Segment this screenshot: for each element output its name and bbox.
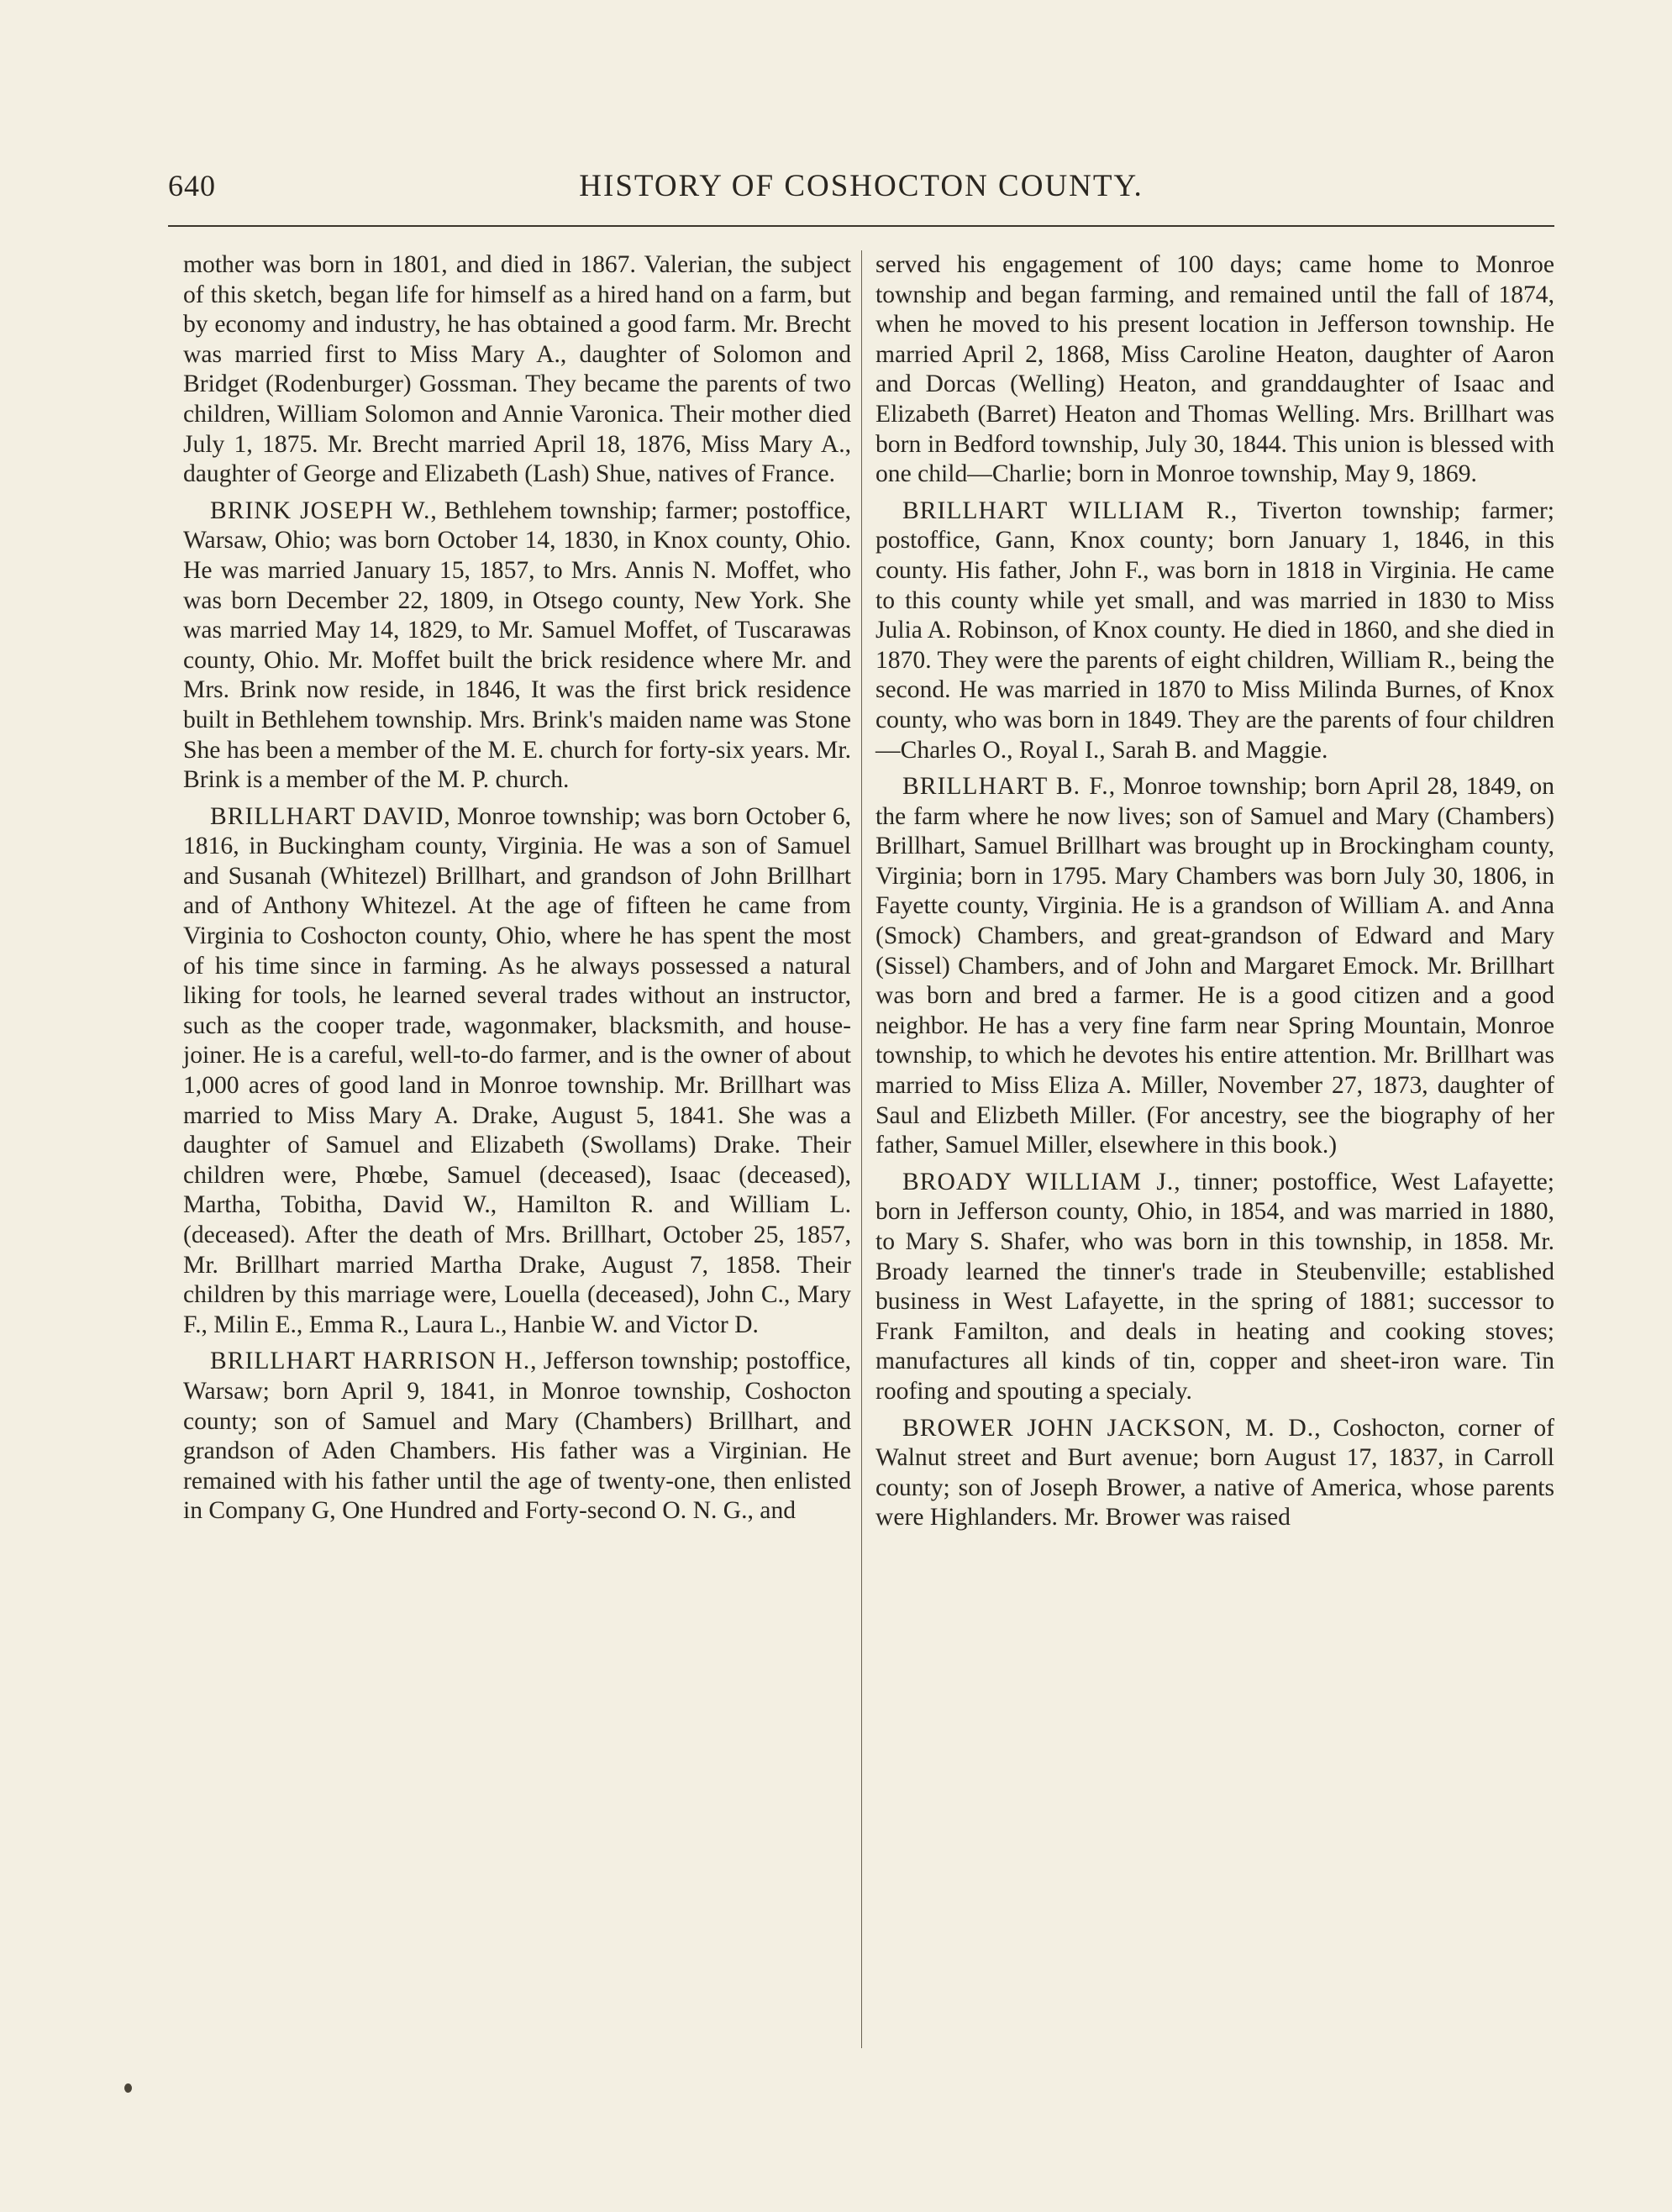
entry-text: , Bethlehem township; farmer; postoffice, Warsaw, Ohio; was born October 14, 1830, in Knox county, Ohio. He was married January 15, 1857, to Mrs. Annis N. Moffet, who was born December 22, 1809, in Otsego county, New York. She was married May 14, 1829, to Mr. Samuel Moffet, of Tuscarawas county, Ohio. Mr. Moffet built the brick residence where Mr. and Mrs. Brink now reside, in 1846, It was the first brick residence built in Bethlehem township. Mrs. Brink's maiden name was Stone She has been a member of the M. E. church for forty-six years. Mr. Brink is a member of the M. P. church. <box>183 497 851 794</box>
entry-text: , Coshocton, corner of Walnut street and Burt avenue; born August 17, 1837, in Carroll county; son of Joseph Brower, a native of America, whose parents were Highlanders. Mr. Brower was raised <box>875 1414 1554 1532</box>
entry-name: BROADY WILLIAM J. <box>902 1168 1175 1195</box>
entry-text: , Monroe township; was born October 6, 1816, in Buckingham county, Virginia. He was a son of Samuel and Susanah (Whitezel) Brillhart, and grandson of John Brillhart and of Anthony Whitezel. At the age of fifteen he came from Virginia to Coshocton county, Ohio, where he has spent the most of his time since in farming. As he always possessed a natural liking for tools, he learned several trades without an instructor, such as the cooper trade, wagonmaker, blacksmith, and house-joiner. He is a careful, well-to-do farmer, and is the owner of about 1,000 acres of good land in Monroe township. Mr. Brillhart was married to Miss Mary A. Drake, August 5, 1841. She was a daughter of Samuel and Elizabeth (Swollams) Drake. Their children were, Phœbe, Samuel (deceased), Isaac (deceased), Martha, Tobitha, David W., Hamilton R. and William L. (deceased). After the death of Mrs. Brillhart, October 25, 1857, Mr. Brillhart married Martha Drake, August 7, 1858. Their children by this marriage were, Louella (deceased), John C., Mary F., Milin E., Emma R., Laura L., Hanbie W. and Victor D. <box>183 802 851 1338</box>
entry-brower-john <box>875 1414 1554 1533</box>
entry-brillhart-harrison-continued <box>875 250 1554 490</box>
entry-brillhart-bf <box>875 772 1554 1161</box>
entry-name: BRILLHART B. F. <box>902 773 1109 801</box>
entry-name: BRILLHART HARRISON H. <box>210 1348 531 1375</box>
entry-brillhart-harrison <box>183 1347 851 1526</box>
entry-text: , tinner; postoffice, West Lafayette; born in Jefferson county, Ohio, in 1854, and was married in 1880, to Mary S. Shafer, who was born in this township, in 1858. Mr. Broady learned the tinner's trade in Steubenville; established business in West Lafayette, in the spring of 1881; successor to Frank Familton, and deals in heating and cooking stoves; manufactures all kinds of tin, copper and sheet-iron ware. Tin roofing and spouting a specialy. <box>875 1168 1554 1405</box>
entry-brillhart-william <box>875 497 1554 765</box>
entry-brink-joseph <box>183 497 851 796</box>
entry-text: , Tiverton township; farmer; postoffice, Gann, Knox county; born January 1, 1846, in this county. His father, John F., was born in 1818 in Virginia. He came to this county while yet small, and was married in 1830 to Miss Julia A. Robinson, of Knox county. He died in 1860, and she died in 1870. They were the parents of eight children, William R., being the second. He was married in 1870 to Miss Milinda Burnes, of Knox county, who was born in 1849. They are the parents of four children—Charles O., Royal I., Sarah B. and Maggie. <box>875 497 1554 764</box>
header-rule <box>168 225 1554 227</box>
running-header <box>168 168 1554 218</box>
entry-broady-william <box>875 1168 1554 1407</box>
page-number: 640 <box>168 169 216 202</box>
right-column <box>875 250 1554 1540</box>
left-column <box>183 250 851 1533</box>
entry-name: BRILLHART DAVID <box>210 802 444 830</box>
running-title: HISTORY OF COSHOCTON COUNTY. <box>579 169 1144 203</box>
column-divider <box>861 250 862 2048</box>
ink-speck <box>124 2083 132 2093</box>
entry-text: , Jefferson township; postoffice, Warsaw; born April 9, 1841, in Monroe township, Coshocton county; son of Samuel and Mary (Chambers) Brillhart, and grandson of Aden Chambers. His father was a Virginian. He remained with his father until the age of twenty-one, then enlisted in Company G, One Hundred and Forty-second O. N. G., and <box>183 1348 852 1525</box>
entry-text: mother was born in 1801, and died in 1867. Valerian, the subject of this sketch, began life for himself as a hired hand on a farm, but by economy and industry, he has obtained a good farm. Mr. Brecht was married first to Miss Mary A., daughter of Solomon and Bridget (Rodenburger) Gossman. They became the parents of two children, William Solomon and Annie Varonica. Their mother died July 1, 1875. Mr. Brecht married April 18, 1876, Miss Mary A., daughter of George and Elizabeth (Lash) Shue, natives of France. <box>183 251 851 488</box>
entry-text: , Monroe township; born April 28, 1849, on the farm where he now lives; son of Samuel and Mary (Chambers) Brillhart, Samuel Brillhart was brought up in Brockingham county, Virginia; born in 1795. Mary Chambers was born July 30, 1806, in Fayette county, Virginia. He is a grandson of William A. and Anna (Smock) Chambers, and great-grandson of Edward and Mary (Sissel) Chambers, and of John and Margaret Emock. Mr. Brillhart was born and bred a farmer. He is a good citizen and a good neighbor. He has a very fine farm near Spring Mountain, Monroe township, to which he devotes his entire attention. Mr. Brillhart was married to Miss Eliza A. Miller, November 27, 1873, daughter of Saul and Elizbeth Miller. (For ancestry, see the biography of her father, Samuel Miller, elsewhere in this book.) <box>875 773 1554 1159</box>
entry-name: BRILLHART WILLIAM R. <box>902 497 1231 524</box>
entry-brecht-continued <box>183 250 851 490</box>
entry-name: BRINK JOSEPH W. <box>210 497 431 524</box>
entry-brillhart-david <box>183 802 851 1341</box>
entry-name: BROWER JOHN JACKSON, M. D. <box>902 1414 1315 1442</box>
entry-text: served his engagement of 100 days; came home to Monroe township and began farming, and remained until the fall of 1874, when he moved to his present location in Jefferson township. He married April 2, 1868, Miss Caroline Heaton, daughter of Aaron and Dorcas (Welling) Heaton, and granddaughter of Isaac and Elizabeth (Barret) Heaton and Thomas Welling. Mrs. Brillhart was born in Bedford township, July 30, 1844. This union is blessed with one child—Charlie; born in Monroe township, May 9, 1869. <box>875 251 1554 488</box>
